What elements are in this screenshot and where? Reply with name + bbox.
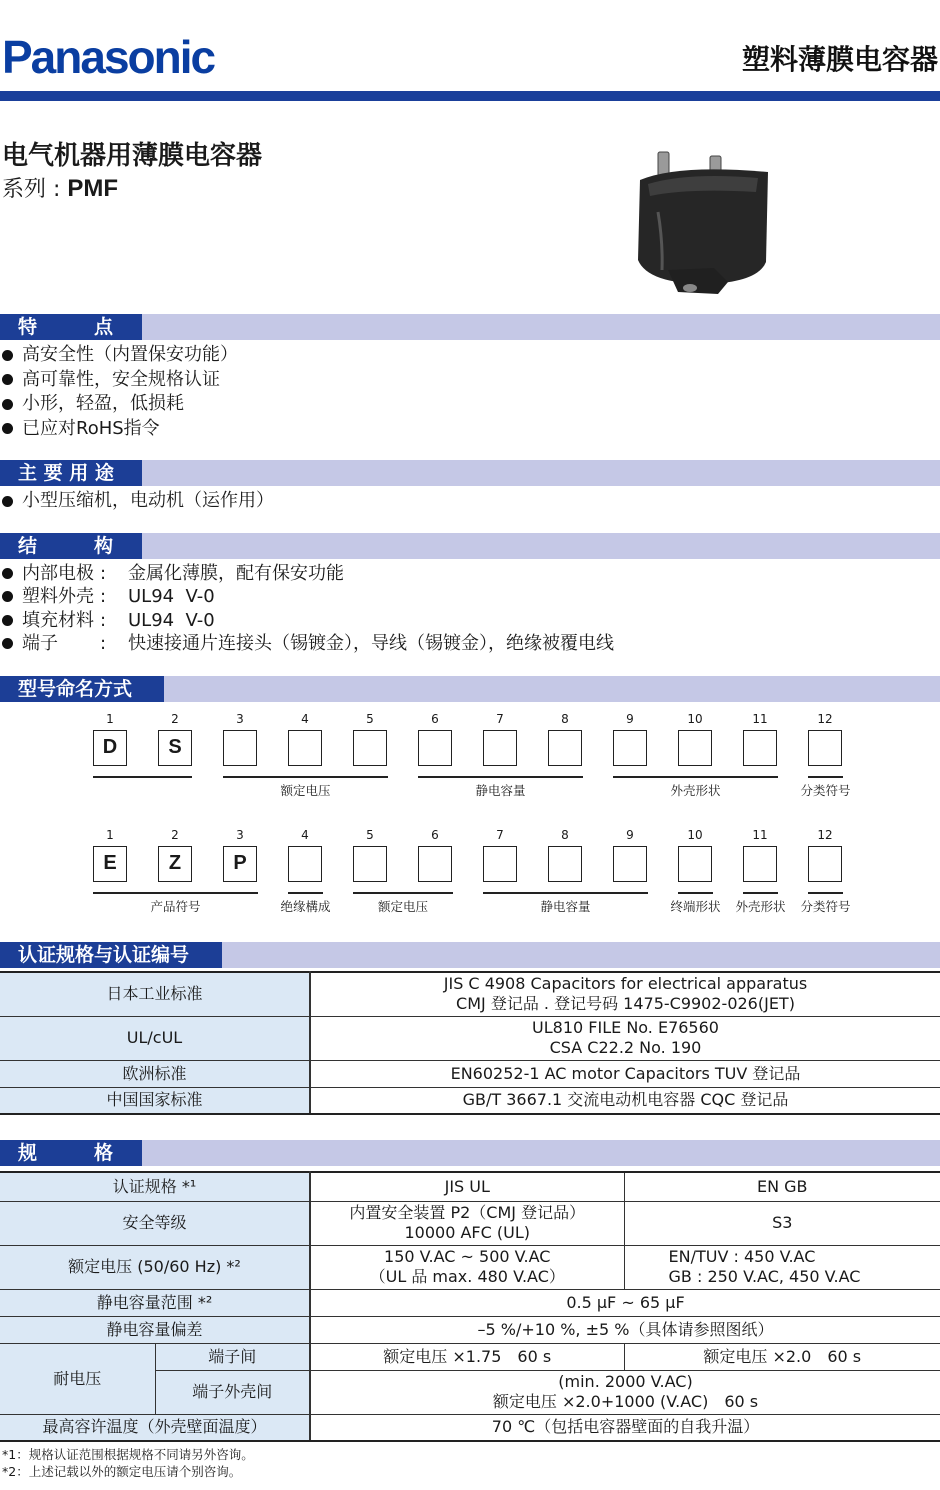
code-box — [613, 730, 647, 766]
spec-value — [310, 1370, 940, 1414]
spec-label: 耐电压 — [0, 1343, 155, 1414]
position-number: 4 — [301, 712, 309, 726]
spec-label: 最高容许温度（外壳壁面温度） — [0, 1414, 310, 1441]
group-underline — [288, 892, 323, 894]
table-row — [0, 1087, 940, 1114]
code-box — [548, 730, 582, 766]
position-number: 10 — [687, 712, 703, 726]
construction-value: 金属化薄膜，配有保安功能 — [128, 563, 344, 584]
spec-label: 安全等级 — [0, 1201, 310, 1245]
group-underline — [223, 776, 388, 778]
footnote: *1：规格认证范围根据规格不同请另外咨询。 — [2, 1447, 254, 1462]
spec-value: 0.5 μF ~ 65 μF — [310, 1289, 940, 1316]
footnotes — [2, 1446, 254, 1480]
code-box — [808, 846, 842, 882]
spec-line: (min. 2000 V.AC) — [558, 1372, 693, 1391]
applications-heading: 主 要 用 途 — [0, 460, 142, 486]
code-box: Z — [158, 846, 192, 882]
code-box — [613, 846, 647, 882]
series-name: PMF — [67, 175, 119, 202]
code-box — [743, 730, 777, 766]
spec-label: 认证规格 *¹ — [0, 1172, 310, 1201]
cert-label: 欧洲标准 — [0, 1060, 310, 1087]
applications-section-bar — [0, 460, 940, 486]
construction-heading: 结 构 — [0, 533, 142, 559]
certification-section-bar — [0, 942, 940, 968]
position-number: 4 — [301, 828, 309, 842]
cert-line: UL810 FILE No. E76560 — [532, 1018, 719, 1037]
construction-colon: : — [100, 586, 107, 608]
construction-key: 内部电极 — [22, 563, 94, 584]
spec-value — [310, 1245, 624, 1289]
code-box: E — [93, 846, 127, 882]
code-box — [548, 846, 582, 882]
construction-section-bar — [0, 533, 940, 559]
header-rule — [0, 91, 940, 101]
feature-item: 高安全性（内置保安功能） — [2, 343, 238, 368]
group-label: 外壳形状 — [670, 783, 721, 798]
group-underline — [353, 892, 453, 894]
features-heading: 特 点 — [0, 314, 142, 340]
construction-key: 塑料外壳 — [22, 586, 94, 608]
group-underline — [418, 776, 583, 778]
spec-line: （UL 品 max. 480 V.AC） — [369, 1267, 565, 1286]
page-title: 电气机器用薄膜电容器 — [2, 141, 263, 171]
group-label: 静电容量 — [475, 783, 526, 798]
group-label: 静电容量 — [540, 899, 591, 914]
position-number: 8 — [561, 712, 569, 726]
position-number: 12 — [817, 828, 833, 842]
code-box — [288, 846, 322, 882]
spec-sublabel: 端子外壳间 — [155, 1370, 310, 1414]
spec-value: JIS UL — [310, 1172, 624, 1201]
spec-sublabel: 端子间 — [155, 1343, 310, 1370]
position-number: 3 — [236, 828, 244, 842]
code-box — [678, 846, 712, 882]
code-box — [223, 730, 257, 766]
position-number: 9 — [626, 712, 634, 726]
table-row — [0, 1245, 940, 1289]
construction-colon: : — [100, 632, 107, 654]
position-number: 6 — [431, 712, 439, 726]
cert-value — [310, 972, 940, 1016]
position-number: 6 — [431, 828, 439, 842]
certification-table — [0, 971, 940, 1115]
certification-heading: 认证规格与认证编号 — [0, 942, 222, 968]
position-number: 7 — [496, 712, 504, 726]
group-underline — [678, 892, 713, 894]
series-label: 系列 : — [2, 177, 68, 202]
table-row — [0, 1414, 940, 1441]
construction-key: 填充材料 — [22, 609, 94, 631]
group-underline — [613, 776, 778, 778]
group-label: 外壳形状 — [735, 899, 786, 914]
position-number: 8 — [561, 828, 569, 842]
spec-value: 额定电压 ×2.0 60 s — [624, 1343, 940, 1370]
spec-label: 静电容量范围 *² — [0, 1289, 310, 1316]
cert-label: 中国国家标准 — [0, 1087, 310, 1114]
application-item: 小型压缩机，电动机（运作用） — [2, 489, 274, 514]
spec-value — [624, 1245, 940, 1289]
feature-item: 已应对RoHS指令 — [2, 417, 238, 442]
construction-colon: : — [100, 563, 107, 584]
code-box — [483, 846, 517, 882]
cert-value — [310, 1016, 940, 1060]
spec-label: 静电容量偏差 — [0, 1316, 310, 1343]
features-list — [2, 343, 238, 441]
table-row — [0, 1289, 940, 1316]
position-number: 7 — [496, 828, 504, 842]
code-box — [418, 846, 452, 882]
feature-item: 高可靠性，安全规格认证 — [2, 368, 238, 393]
code-box — [353, 846, 387, 882]
spec-line: 150 V.AC ~ 500 V.AC — [384, 1247, 551, 1266]
position-number: 1 — [106, 828, 114, 842]
group-underline — [808, 776, 843, 778]
part-number-code-ds — [0, 712, 940, 812]
code-box: D — [93, 730, 127, 766]
code-box: S — [158, 730, 192, 766]
spec-value: 额定电压 ×1.75 60 s — [310, 1343, 624, 1370]
position-number: 5 — [366, 828, 374, 842]
table-row — [0, 1016, 940, 1060]
specifications-heading: 规 格 — [0, 1140, 142, 1166]
position-number: 2 — [171, 712, 179, 726]
position-number: 3 — [236, 712, 244, 726]
spec-line: GB : 250 V.AC, 450 V.AC — [668, 1267, 861, 1286]
position-number: 11 — [752, 828, 768, 842]
code-box — [353, 730, 387, 766]
code-box — [483, 730, 517, 766]
brand-logo: Panasonic — [2, 31, 215, 83]
cert-value: EN60252-1 AC motor Capacitors TUV 登记品 — [310, 1060, 940, 1087]
group-label: 绝缘構成 — [280, 899, 331, 914]
construction-item-filler — [2, 609, 614, 632]
construction-item-terminal — [2, 632, 614, 655]
group-label: 额定电压 — [377, 899, 428, 914]
part-numbering-section-bar — [0, 676, 940, 702]
code-box — [288, 730, 322, 766]
document-category: 塑料薄膜电容器 — [741, 43, 938, 76]
spec-value: –5 %/+10 %, ±5 %（具体请参照图纸） — [310, 1316, 940, 1343]
code-box — [678, 730, 712, 766]
construction-colon: : — [100, 609, 107, 631]
code-box — [743, 846, 777, 882]
spec-line: 额定电压 ×2.0+1000 (V.AC) 60 s — [492, 1392, 759, 1411]
position-number: 12 — [817, 712, 833, 726]
position-number: 5 — [366, 712, 374, 726]
spec-value — [310, 1201, 624, 1245]
position-number: 10 — [687, 828, 703, 842]
position-number: 9 — [626, 828, 634, 842]
construction-item-case — [2, 585, 614, 608]
group-underline — [93, 776, 192, 778]
construction-value: UL94 V-0 — [128, 609, 215, 631]
group-label: 产品符号 — [150, 899, 201, 914]
capacitor-photo — [618, 142, 778, 304]
cert-line: CSA C22.2 No. 190 — [549, 1038, 702, 1057]
table-row — [0, 1201, 940, 1245]
group-label: 分类符号 — [800, 783, 851, 798]
construction-item-electrode — [2, 562, 614, 585]
group-label: 额定电压 — [280, 783, 331, 798]
spec-line: 内置安全装置 P2（CMJ 登记品） — [349, 1203, 586, 1222]
group-underline — [743, 892, 778, 894]
construction-value: 快速接通片连接头（锡镀金），导线（锡镀金），绝缘被覆电线 — [128, 632, 614, 654]
cert-label: 日本工业标准 — [0, 972, 310, 1016]
footnote: *2：上述记载以外的额定电压请个别咨询。 — [2, 1464, 242, 1479]
table-row — [0, 972, 940, 1016]
construction-key: 端子 — [22, 632, 58, 654]
code-box — [418, 730, 452, 766]
group-underline — [808, 892, 843, 894]
group-label: 终端形状 — [670, 899, 721, 914]
feature-item: 小形，轻盈，低损耗 — [2, 392, 238, 417]
table-row — [0, 1172, 940, 1201]
spec-label: 额定电压 (50/60 Hz) *² — [0, 1245, 310, 1289]
spec-value: S3 — [624, 1201, 940, 1245]
features-section-bar — [0, 314, 940, 340]
table-row — [0, 1316, 940, 1343]
group-underline — [483, 892, 648, 894]
code-box: P — [223, 846, 257, 882]
specifications-section-bar — [0, 1140, 940, 1166]
applications-list — [2, 489, 274, 514]
construction-value: UL94 V-0 — [128, 586, 215, 608]
spec-line: EN/TUV : 450 V.AC — [668, 1247, 816, 1266]
series-line — [2, 172, 118, 203]
position-number: 1 — [106, 712, 114, 726]
group-label: 分类符号 — [800, 899, 851, 914]
spec-value: EN GB — [624, 1172, 940, 1201]
table-row — [0, 1343, 940, 1370]
cert-label: UL/cUL — [0, 1016, 310, 1060]
table-row — [0, 1060, 940, 1087]
part-number-code-ezp — [0, 828, 940, 928]
specifications-table — [0, 1171, 940, 1442]
code-box — [808, 730, 842, 766]
construction-list — [2, 562, 614, 655]
position-number: 11 — [752, 712, 768, 726]
group-underline — [93, 892, 258, 894]
spec-value: 70 ℃（包括电容器壁面的自我升温） — [310, 1414, 940, 1441]
part-numbering-heading: 型号命名方式 — [0, 676, 164, 702]
position-number: 2 — [171, 828, 179, 842]
cert-line: CMJ 登记品 . 登记号码 1475-C9902-026(JET) — [456, 994, 795, 1014]
cert-value: GB/T 3667.1 交流电动机电容器 CQC 登记品 — [310, 1087, 940, 1114]
cert-line: JIS C 4908 Capacitors for electrical apparatus — [443, 974, 808, 994]
spec-line: 10000 AFC (UL) — [404, 1223, 530, 1242]
